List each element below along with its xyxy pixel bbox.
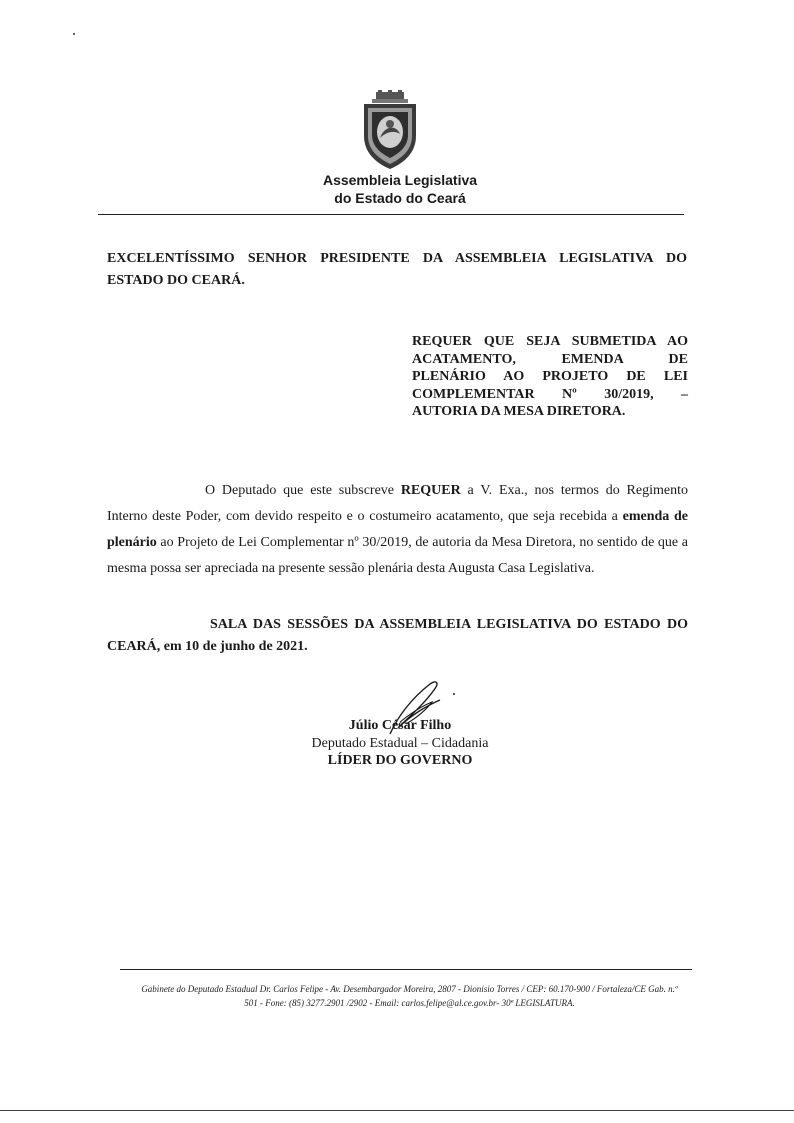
ementa-line-5: AUTORIA DA MESA DIRETORA.: [412, 404, 626, 419]
org-name-line1: Assembleia Legislativa: [322, 172, 478, 188]
ementa-line-4: COMPLEMENTAR Nº 30/2019, –: [412, 386, 688, 402]
ementa-line-3: PLENÁRIO AO PROJETO DE LEI: [412, 369, 688, 384]
body-emenda: emenda de plenário: [107, 509, 688, 550]
body-requer: REQUER: [400, 483, 461, 498]
body-text-1: O Deputado que este subscreve: [205, 483, 401, 498]
ementa-line-2: ACATAMENTO, EMENDA DE: [412, 351, 688, 367]
ceara-coat-of-arms-icon: [354, 90, 426, 170]
ementa: [412, 333, 688, 421]
closing-statement: SALA DAS SESSÕES DA ASSEMBLEIA LEGISLATIVA DO ESTADO DO CEARÁ, em 10 de junho de 2021.: [107, 617, 688, 654]
org-name-line2: do Estado do Ceará: [334, 190, 466, 206]
body-text-3: ao Projeto de Lei Complementar nº 30/2019, de autoria da Mesa Diretora, no sentido de que a mesma possa ser apreciada na presente sessão plenária desta Augusta Casa Legislativa.: [107, 535, 688, 576]
signer-role: Deputado Estadual – Cidadania: [311, 736, 489, 751]
body-text-2: a V. Exa., nos termos do Regimento Interno deste Poder, com devido respeito e o costumeiro acatamento, que seja recebida a: [107, 483, 688, 524]
salutation: EXCELENTÍSSIMO SENHOR PRESIDENTE DA ASSEMBLEIA LEGISLATIVA DO ESTADO DO CEARÁ.: [107, 251, 687, 288]
footer-divider: [120, 969, 692, 970]
ementa-line-1: REQUER QUE SEJA SUBMETIDA AO: [412, 334, 688, 349]
request-paragraph: [107, 478, 688, 582]
footer-contact: 501 - Fone: (85) 3277.2901 /2902 - Email: carlos.felipe@al.ce.gov.br- 30ª LEGISLATURA.: [244, 998, 575, 1008]
signer-name: Júlio César Filho: [348, 718, 452, 733]
signer-title: LÍDER DO GOVERNO: [327, 753, 473, 768]
scan-speck: [73, 33, 75, 35]
header-divider: [98, 214, 684, 215]
footer-address: Gabinete do Deputado Estadual Dr. Carlos Felipe - Av. Desembargador Moreira, 2807 - Dionísio Torres / CEP: 60.170-900 / Fortaleza/CE Gab. n.º: [141, 984, 678, 994]
page-bottom-line: [0, 1110, 794, 1111]
